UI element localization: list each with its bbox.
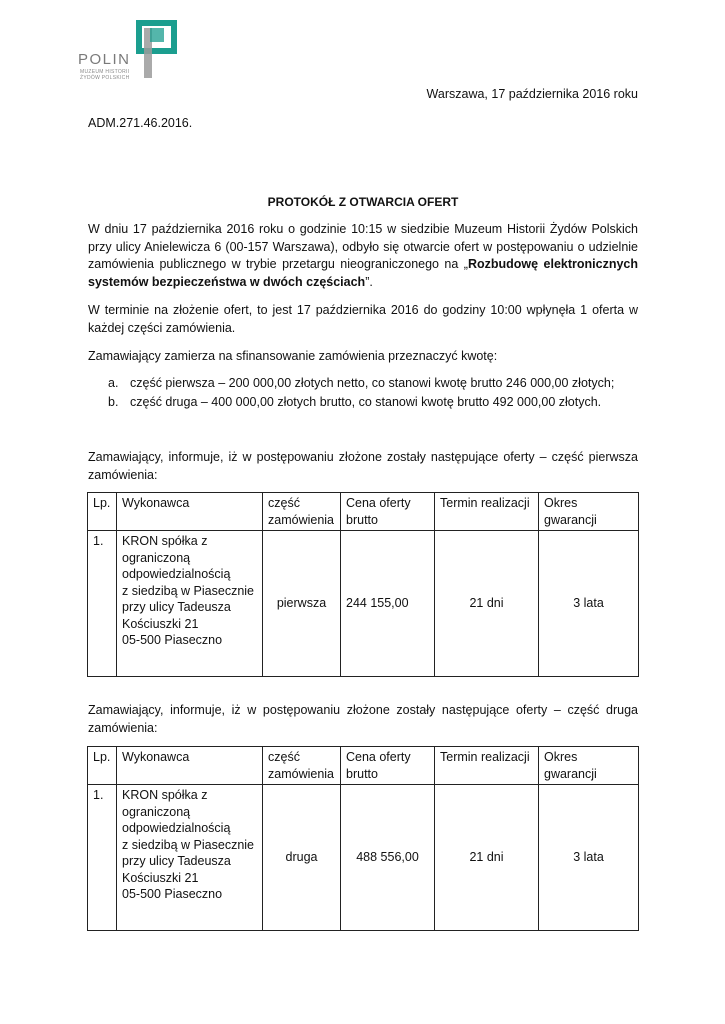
offers-table-part1 <box>87 492 639 677</box>
cell-part: druga <box>263 785 341 931</box>
header-lp: Lp. <box>88 493 117 531</box>
header-price: Cena oferty brutto <box>341 493 435 531</box>
logo-subtitle-line2: ŻYDÓW POLSKICH <box>80 75 130 81</box>
header-part: część zamówienia <box>263 747 341 785</box>
cell-term: 21 dni <box>435 785 539 931</box>
funding-paragraph: Zamawiający zamierza na sfinansowanie zamówienia przeznaczyć kwotę: <box>88 349 498 363</box>
cell-contractor: KRON spółka z ograniczoną odpowiedzialnością z siedzibą w Piasecznie przy ulicy Tadeusza Kościuszki 21 05-500 Piaseczno <box>117 531 263 677</box>
cell-warranty: 3 lata <box>539 785 639 931</box>
header-contractor: Wykonawca <box>117 493 263 531</box>
logo-subtitle-line1: MUZEUM HISTORII <box>80 69 130 75</box>
section2-intro: Zamawiający, informuje, iż w postępowaniu złożone zostały następujące oferty – część druga zamówienia: <box>88 703 638 735</box>
tender-subject: Rozbudowę elektronicznych systemów bezpieczeństwa w dwóch częściach <box>88 257 638 289</box>
header-price: Cena oferty brutto <box>341 747 435 785</box>
reference-number: ADM.271.46.2016. <box>88 116 193 130</box>
funding-list <box>108 374 614 412</box>
table-row <box>88 785 639 931</box>
cell-contractor: KRON spółka z ograniczoną odpowiedzialnością z siedzibą w Piasecznie przy ulicy Tadeusza Kościuszki 21 05-500 Piaseczno <box>117 785 263 931</box>
list-item: b. część druga – 400 000,00 złotych brutto, co stanowi kwotę brutto 492 000,00 złotych. <box>108 395 602 409</box>
polin-logo <box>78 20 180 81</box>
cell-price: 488 556,00 <box>341 785 435 931</box>
header-part: część zamówienia <box>263 493 341 531</box>
list-item: a. część pierwsza – 200 000,00 złotych netto, co stanowi kwotę brutto 246 000,00 złotych; <box>108 376 615 390</box>
header-term: Termin realizacji <box>435 747 539 785</box>
table-header-row <box>88 493 639 531</box>
header-warranty: Okres gwarancji <box>539 747 639 785</box>
logo-wordmark: POLIN <box>78 51 131 68</box>
cell-part: pierwsza <box>263 531 341 677</box>
cell-term: 21 dni <box>435 531 539 677</box>
cell-warranty: 3 lata <box>539 531 639 677</box>
document-date: Warszawa, 17 października 2016 roku <box>426 87 638 101</box>
table-header-row <box>88 747 639 785</box>
cell-price: 244 155,00 <box>341 531 435 677</box>
cell-lp: 1. <box>88 531 117 677</box>
document-title: PROTOKÓŁ Z OTWARCIA OFERT <box>267 195 459 209</box>
header-contractor: Wykonawca <box>117 747 263 785</box>
header-lp: Lp. <box>88 747 117 785</box>
offers-table-part2 <box>87 746 639 931</box>
section1-intro: Zamawiający, informuje, iż w postępowaniu złożone zostały następujące oferty – część pierwsza zamówienia: <box>88 450 638 482</box>
deadline-paragraph: W terminie na złożenie ofert, to jest 17 października 2016 do godziny 10:00 wpłynęła 1 oferta w każdej części zamówienia. <box>88 303 638 335</box>
cell-lp: 1. <box>88 785 117 931</box>
intro-paragraph: W dniu 17 października 2016 roku o godzinie 10:15 w siedzibie Muzeum Historii Żydów Polskich przy ulicy Anielewicza 6 (00-157 Warszawa), odbyło się otwarcie ofert w postępowaniu o udzielnie zamówienia publicznego w trybie przetargu nieograniczonego na „Rozbudowę elektronicznych systemów bezpieczeństwa w dwóch częściach”. <box>88 222 638 289</box>
table-row <box>88 531 639 677</box>
polin-mark-icon <box>136 20 180 78</box>
header-term: Termin realizacji <box>435 493 539 531</box>
header-warranty: Okres gwarancji <box>539 493 639 531</box>
